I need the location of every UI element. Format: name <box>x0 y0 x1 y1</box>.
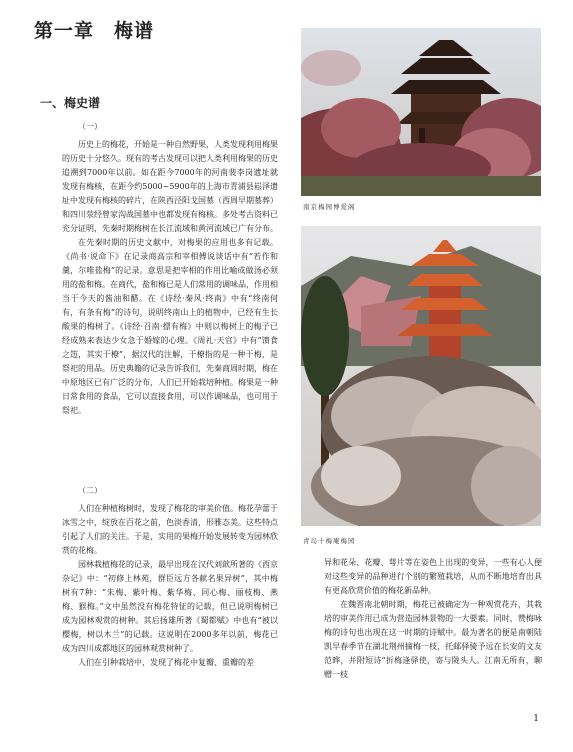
part1-paragraph-1: 历史上的梅花，开始是一种自然野果，人类发现利用梅果的历史十分悠久。现有的考古发现可以把人类利用梅果的历史追溯到7000年以前。如在距今7000年的河南裴李岗遗址就发现有梅核，在距今约5000~5900年的上海市青浦县崧泽遗址中发现有梅核的碎片，在陕西泾阳戈国墓（西周早期墓葬）和四川荥经曾家沟战国墓中也都发现有梅核。多处考古资料已充分证明，先秦时期梅树在长江流域和黄河流域已广有分布。 <box>62 140 278 233</box>
part1-paragraph-2: 在先秦时期的历史文献中，对梅果的应用也多有记载。《尚书·说命下》在记录商高宗和宰相傅说谈话中有“若作和羹，尔唯盐梅”的记录。意思是把宰相的作用比喻成做汤必须用的盐和梅。在商代，盐和梅已是人们常用的调味品，作用相当于今天的酱油和醋。在《诗经·秦风·终南》中有“终南何有，有条有梅”的诗句，说明终南山上的植物中，已经有生长酸果的梅树了。《诗经·召南·摽有梅》中则以梅树上的梅子已经成熟来表达少女急于婚嫁的心理。《周礼·天官》中有“馈食之笾，其实干橑”，据汉代的注解，干橑指的是一种干梅，是祭祀的用品。历史典籍的记录告诉我们，先秦商周时期，梅在中原地区已有广泛的分布，人们已开始栽培种植。梅果是一种日常食用的食品，它可以直接食用，可以作调味品，也可用于祭祀。 <box>62 238 278 415</box>
part1-heading: （一） <box>78 122 102 131</box>
part2-text-block <box>62 484 278 670</box>
right-column-text-block <box>324 556 542 682</box>
right-paragraph-1: 异和花朵、花瓣、萼片等在姿色上出现的变异，一些有心人便对这些变异的品种进行个别的繁殖栽培，从而不断地培育出具有更高欣赏价值的梅花新品种。 <box>324 558 542 595</box>
right-paragraph-2: 在魏晋南北朝时期，梅花已被确定为一种观赏花卉，其栽培的审美作用已成为营造园林景物的一大要素。同时，赞梅咏梅的诗句也出现在这一时期的诗赋中。最为著名的便是南朝陆凯早春季节在湖北荆州摘梅一枝，托邮驿骑予远在长安的文友范晔，并附短诗“折梅逢驿使，寄与陇头人。江南无所有，聊赠一枝 <box>324 600 542 679</box>
tower-photo <box>301 226 541 526</box>
section-title: 一、梅史谱 <box>40 96 101 110</box>
part2-paragraph-1: 人们在种植梅树时，发现了梅花的审美价值。梅花孕蕾于冰雪之中，绽放在百花之前，色淡香清，形雅态美。这些特点引起了人们的关注。于是，实用的果梅开始发展转变为园林欣赏的花梅。 <box>62 504 278 555</box>
tower-photo-caption: 青岛十梅庵梅园 <box>303 537 356 545</box>
part1-text-block <box>62 120 278 418</box>
pavilion-photo <box>301 28 541 196</box>
part2-paragraph-3: 人们在引种栽培中，发现了梅花中复瓣、重瓣的差 <box>78 658 254 667</box>
part2-heading: （二） <box>78 486 102 495</box>
pavilion-photo-caption: 南京梅园博爱阁 <box>303 203 356 211</box>
page-number: 1 <box>533 714 539 724</box>
part2-paragraph-2: 园林栽植梅花的记录，最早出现在汉代刘歆所著的《西京杂记》中：“初修上林苑，群臣远方各献名果异树”，其中梅树有7种：“朱梅、紫叶梅、紫华梅、同心梅、丽枝梅、燕梅、猴梅。”文中虽然没有梅花特征的记载，但已说明梅树已成为园林观赏的树种。其后扬雄所著《蜀都赋》中也有“被以樱梅，树以木兰”的记载。这说明在2000多年以前，梅花已成为四川成都地区的园林观赏树种了。 <box>62 560 278 653</box>
chapter-title: 第一章 梅谱 <box>34 20 155 42</box>
